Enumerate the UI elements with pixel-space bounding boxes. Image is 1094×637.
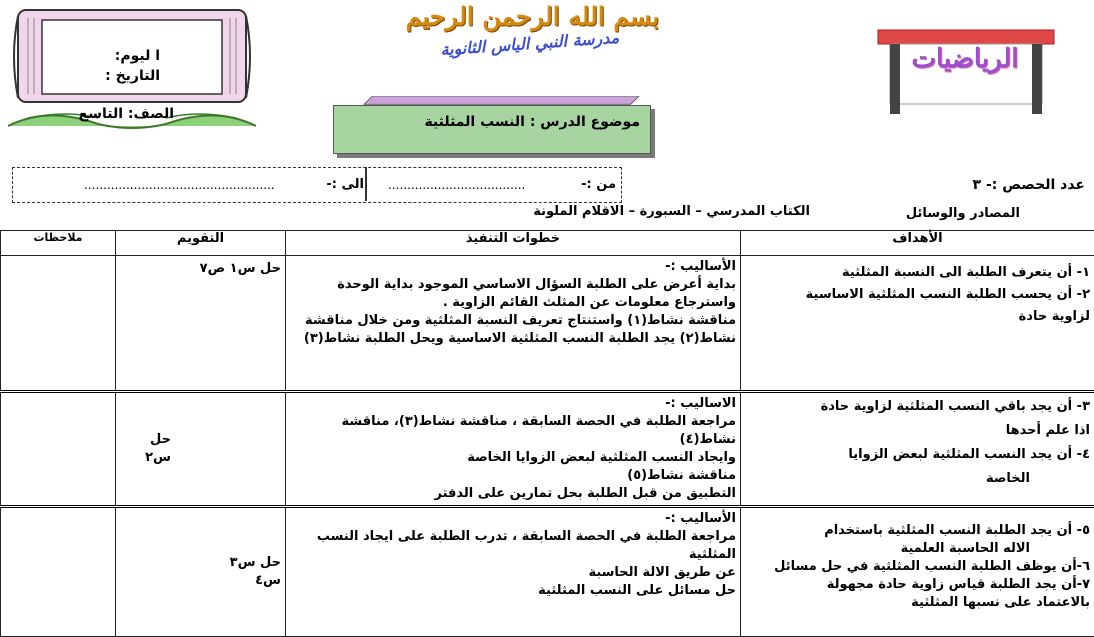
lesson-plan-table bbox=[0, 230, 1094, 637]
goal-line: الاله الحاسبة العلمية bbox=[745, 540, 1090, 558]
goal-line: ٢- أن يحسب الطلبة النسب المثلثية الاساسية bbox=[745, 284, 1090, 306]
steps-text bbox=[290, 510, 736, 600]
assessment-cell bbox=[116, 392, 286, 507]
header-notes: ملاحظات bbox=[1, 231, 116, 256]
goal-line: ٣- أن يجد باقي النسب المثلثية لزاوية حادة bbox=[745, 395, 1090, 419]
to-value: .................................................. bbox=[84, 178, 318, 192]
bismillah-heading: بسم الله الرحمن الرحيم bbox=[395, 2, 670, 48]
steps-line: وايجاد النسب المثلثية لبعض الزوايا الخاصة bbox=[290, 449, 736, 467]
class-label: الصف: التاسع bbox=[64, 106, 174, 122]
notes-cell bbox=[1, 256, 116, 392]
steps-line: حل مسائل على النسب المثلثية bbox=[290, 582, 736, 600]
header-goals: الأهداف bbox=[741, 231, 1094, 256]
notes-cell bbox=[1, 392, 116, 507]
goal-line: ٥- أن يجد الطلبة النسب المثلثية باستخدام bbox=[745, 522, 1090, 540]
day-label: ا ليوم: bbox=[60, 48, 160, 64]
sessions-count: عدد الحصص :- ٣ bbox=[905, 177, 1085, 193]
assessment-text: حل س٢ bbox=[120, 431, 281, 467]
school-name: مدرسة النبي الياس الثانوية bbox=[409, 26, 650, 69]
table-row bbox=[1, 507, 1094, 637]
goals-cell bbox=[741, 392, 1094, 507]
date-range-divider bbox=[365, 167, 367, 201]
goal-line: بالاعتماد على نسبها المثلثية bbox=[745, 594, 1090, 612]
notes-cell bbox=[1, 507, 116, 637]
steps-line: التطبيق من قبل الطلبة بحل تمارين على الدفتر bbox=[290, 485, 736, 503]
goal-line: ٤- أن يجد النسب المثلثية لبعض الزوايا bbox=[745, 443, 1090, 467]
assessment-cell bbox=[116, 256, 286, 392]
steps-text bbox=[290, 395, 736, 503]
header-steps: خطوات التنفيذ bbox=[286, 231, 741, 256]
steps-text bbox=[290, 258, 736, 348]
goal-line: ٧-أن يجد الطلبة قياس زاوية حادة مجهولة bbox=[745, 576, 1090, 594]
steps-line: بداية أعرض على الطلبة السؤال الاساسي الموجود بداية الوحدة bbox=[290, 276, 736, 294]
goals-cell bbox=[741, 256, 1094, 392]
steps-line: واسترجاع معلومات عن المثلث القائم الزاوية . bbox=[290, 294, 736, 312]
assessment-line: حل س٣ bbox=[120, 554, 281, 572]
steps-line: الاساليب :- bbox=[290, 395, 736, 413]
resources-value: الكتاب المدرسي – السبورة – الاقلام الملونة bbox=[500, 204, 810, 219]
goal-line: لزاوية حادة bbox=[745, 306, 1090, 328]
table-row bbox=[1, 256, 1094, 392]
steps-line: الأساليب :- bbox=[290, 510, 736, 528]
steps-cell bbox=[286, 507, 741, 637]
assessment-text: حل س١ ص٧ bbox=[120, 258, 281, 278]
steps-cell bbox=[286, 256, 741, 392]
goals-text bbox=[745, 395, 1090, 491]
goal-line: ٦-أن يوظف الطلبة النسب المثلثية في حل مسائل bbox=[745, 558, 1090, 576]
steps-line: نشاط(٢) يجد الطلبة النسب المثلثية الاساسية ويحل الطلبة نشاط(٣) bbox=[290, 330, 736, 348]
table-row bbox=[1, 392, 1094, 507]
steps-line: مناقشة نشاط(٥) bbox=[290, 467, 736, 485]
subject-title: الرياضيات bbox=[895, 44, 1035, 84]
goal-line: اذا علم أحدها bbox=[745, 419, 1090, 443]
header-assessment: التقويم bbox=[116, 231, 286, 256]
table-header-row bbox=[1, 231, 1094, 256]
goals-text bbox=[745, 510, 1090, 612]
steps-line: عن طريق الالة الحاسبة bbox=[290, 564, 736, 582]
assessment-cell bbox=[116, 507, 286, 637]
date-label: التاريخ : bbox=[60, 68, 160, 84]
steps-line: مناقشة نشاط(١) واستنتاج تعريف النسبة المثلثية ومن خلال مناقشة bbox=[290, 312, 736, 330]
steps-line: مراجعة الطلبة في الحصة السابقة ، مناقشة نشاط(٣)، مناقشة نشاط(٤) bbox=[290, 413, 736, 449]
assessment-text bbox=[120, 510, 281, 590]
from-value: .................................... bbox=[388, 178, 568, 192]
resources-label: المصادر والوسائل bbox=[850, 206, 1020, 221]
steps-line: الأساليب :- bbox=[290, 258, 736, 276]
steps-cell bbox=[286, 392, 741, 507]
from-label: من :- bbox=[570, 177, 616, 192]
lesson-topic: موضوع الدرس : النسب المثلثية bbox=[340, 114, 640, 130]
goal-line: الخاصة bbox=[745, 467, 1090, 491]
goals-cell bbox=[741, 507, 1094, 637]
steps-line: مراجعة الطلبة في الحصة السابقة ، تدرب الطلبة على ايجاد النسب المثلثية bbox=[290, 528, 736, 564]
goals-text bbox=[745, 258, 1090, 328]
goal-line: ١- أن يتعرف الطلبة الى النسبة المثلثية bbox=[745, 262, 1090, 284]
assessment-line: س٤ bbox=[120, 572, 281, 590]
to-label: الى :- bbox=[318, 177, 364, 192]
